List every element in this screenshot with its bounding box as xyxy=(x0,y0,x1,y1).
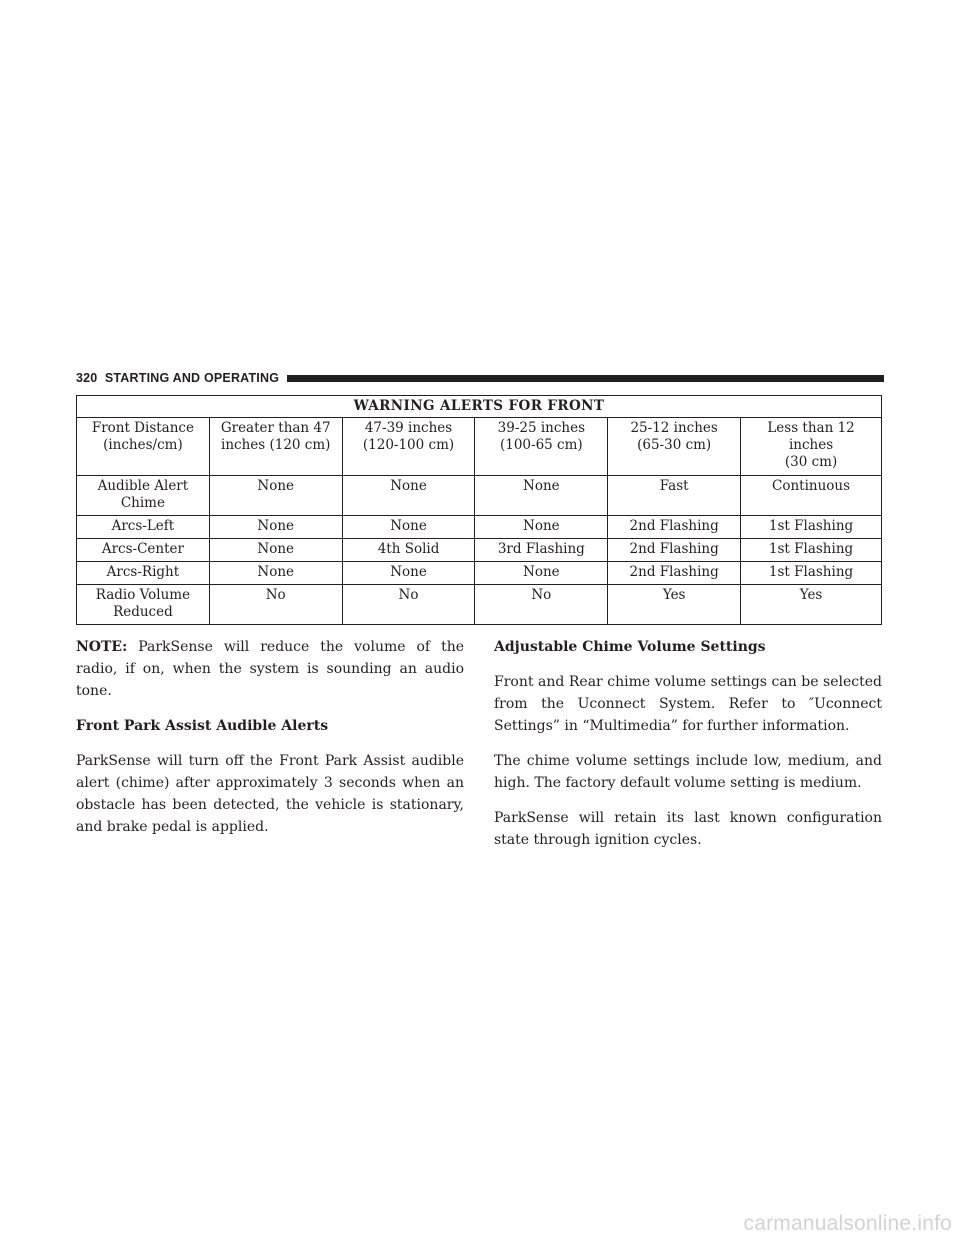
table-cell xyxy=(475,516,608,539)
front-park-assist-heading: Front Park Assist Audible Alerts xyxy=(76,718,329,734)
table-cell-line: None xyxy=(523,518,560,534)
table-cell-line: None xyxy=(390,478,427,494)
page-number: 320 xyxy=(76,371,98,385)
row-label-line: Arcs-Left xyxy=(111,518,175,534)
column-header-line: inches xyxy=(788,437,834,453)
table-cell-line: None xyxy=(257,541,295,557)
table-cell xyxy=(342,585,475,625)
table-cell xyxy=(608,476,741,516)
row-label-line: Chime xyxy=(120,495,165,511)
table-cell-line: Continuous xyxy=(772,478,851,494)
column-header-line: Front Distance xyxy=(91,420,194,436)
column-header-line: (30 cm) xyxy=(784,454,838,470)
watermark: carmanualsonline.info xyxy=(743,1212,952,1235)
warning-alerts-table xyxy=(76,395,882,625)
table-cell-line: None xyxy=(523,564,560,580)
table-cell-line: 3rd Flashing xyxy=(497,541,585,557)
header-rule xyxy=(287,375,884,382)
table-cell xyxy=(209,516,342,539)
table-row xyxy=(77,562,882,585)
table-cell-line: 1st Flashing xyxy=(768,564,854,580)
table-cell xyxy=(741,539,882,562)
row-label-line: Arcs-Right xyxy=(106,564,180,580)
front-park-assist-paragraph: ParkSense will turn off the Front Park Assist audible alert (chime) after approximately 3 seconds when an obstacle has been detected, the vehicle is stationary, and brake pedal is applied. xyxy=(76,753,464,835)
note-text: ParkSense will reduce the volume of the radio, if on, when the system is sounding an audio tone. xyxy=(76,639,464,699)
table-cell-line: No xyxy=(398,587,419,603)
table-cell-line: None xyxy=(390,518,427,534)
table-cell-line: None xyxy=(257,478,295,494)
column-header-line: Less than 12 xyxy=(767,420,855,436)
table-cell xyxy=(209,562,342,585)
row-label-line: Reduced xyxy=(113,604,173,620)
table-cell xyxy=(741,562,882,585)
table-cell-line: Fast xyxy=(659,478,689,494)
table-row xyxy=(77,585,882,625)
column-header-line: (65-30 cm) xyxy=(637,437,712,453)
right-column xyxy=(494,636,882,864)
table-cell-line: 2nd Flashing xyxy=(629,564,719,580)
row-label xyxy=(77,562,210,585)
table-cell-line: 2nd Flashing xyxy=(629,541,719,557)
row-label-line: Arcs-Center xyxy=(101,541,184,557)
column-header-line: 47-39 inches xyxy=(364,420,453,436)
table-cell-line: 1st Flashing xyxy=(768,541,854,557)
table-cell-line: Yes xyxy=(662,587,686,603)
column-header-line: (120-100 cm) xyxy=(362,437,455,453)
table-row xyxy=(77,476,882,516)
table-cell xyxy=(342,539,475,562)
table-cell xyxy=(741,585,882,625)
table-cell xyxy=(608,516,741,539)
table-cell xyxy=(608,539,741,562)
chime-paragraph-1: Front and Rear chime volume settings can be selected from the Uconnect System. Refer to ″Uconnect Settings” in “Multimedia” for further information. xyxy=(494,674,882,734)
section-title: STARTING AND OPERATING xyxy=(104,371,280,385)
column-header-line: 39-25 inches xyxy=(497,420,586,436)
column-header xyxy=(209,418,342,476)
row-label xyxy=(77,539,210,562)
note-label: NOTE: xyxy=(76,639,128,655)
table-cell xyxy=(342,516,475,539)
row-label xyxy=(77,476,210,516)
table-cell-line: None xyxy=(257,518,295,534)
table-cell xyxy=(475,539,608,562)
table-cell xyxy=(209,539,342,562)
table-cell xyxy=(741,516,882,539)
column-header xyxy=(77,418,210,476)
table-cell xyxy=(741,476,882,516)
table-cell xyxy=(475,562,608,585)
table-cell xyxy=(209,476,342,516)
table-row xyxy=(77,516,882,539)
table-cell-line: 1st Flashing xyxy=(768,518,854,534)
table-cell-line: No xyxy=(531,587,552,603)
table-cell xyxy=(342,476,475,516)
column-header xyxy=(608,418,741,476)
note-paragraph xyxy=(76,636,464,702)
column-header xyxy=(342,418,475,476)
table-cell xyxy=(608,562,741,585)
table-cell-line: 4th Solid xyxy=(377,541,440,557)
column-header-line: (inches/cm) xyxy=(103,437,183,453)
table-cell-line: Yes xyxy=(799,587,823,603)
column-header-line: Greater than 47 xyxy=(220,420,331,436)
table-cell xyxy=(209,585,342,625)
column-header-line: inches (120 cm) xyxy=(221,437,331,453)
chime-paragraph-3: ParkSense will retain its last known configuration state through ignition cycles. xyxy=(494,810,882,848)
table-cell xyxy=(608,585,741,625)
column-header xyxy=(741,418,882,476)
table-cell-line: None xyxy=(257,564,295,580)
chime-paragraph-2: The chime volume settings include low, medium, and high. The factory default volume setting is medium. xyxy=(494,753,882,791)
column-header-line: (100-65 cm) xyxy=(499,437,583,453)
table-row xyxy=(77,539,882,562)
table-cell xyxy=(342,562,475,585)
row-label-line: Audible Alert xyxy=(97,478,189,494)
table-header-row xyxy=(77,418,882,476)
table-title: WARNING ALERTS FOR FRONT xyxy=(77,396,882,418)
table-cell-line: No xyxy=(265,587,286,603)
table-cell-line: None xyxy=(390,564,427,580)
column-header-line: 25-12 inches xyxy=(630,420,718,436)
page-header xyxy=(76,368,884,388)
row-label xyxy=(77,585,210,625)
table-cell-line: None xyxy=(523,478,560,494)
row-label xyxy=(77,516,210,539)
chime-volume-heading: Adjustable Chime Volume Settings xyxy=(494,639,766,655)
table-cell-line: 2nd Flashing xyxy=(629,518,719,534)
row-label-line: Radio Volume xyxy=(95,587,191,603)
left-column xyxy=(76,636,464,851)
table-cell xyxy=(475,585,608,625)
table-cell xyxy=(475,476,608,516)
page-header-text xyxy=(76,371,279,385)
column-header xyxy=(475,418,608,476)
